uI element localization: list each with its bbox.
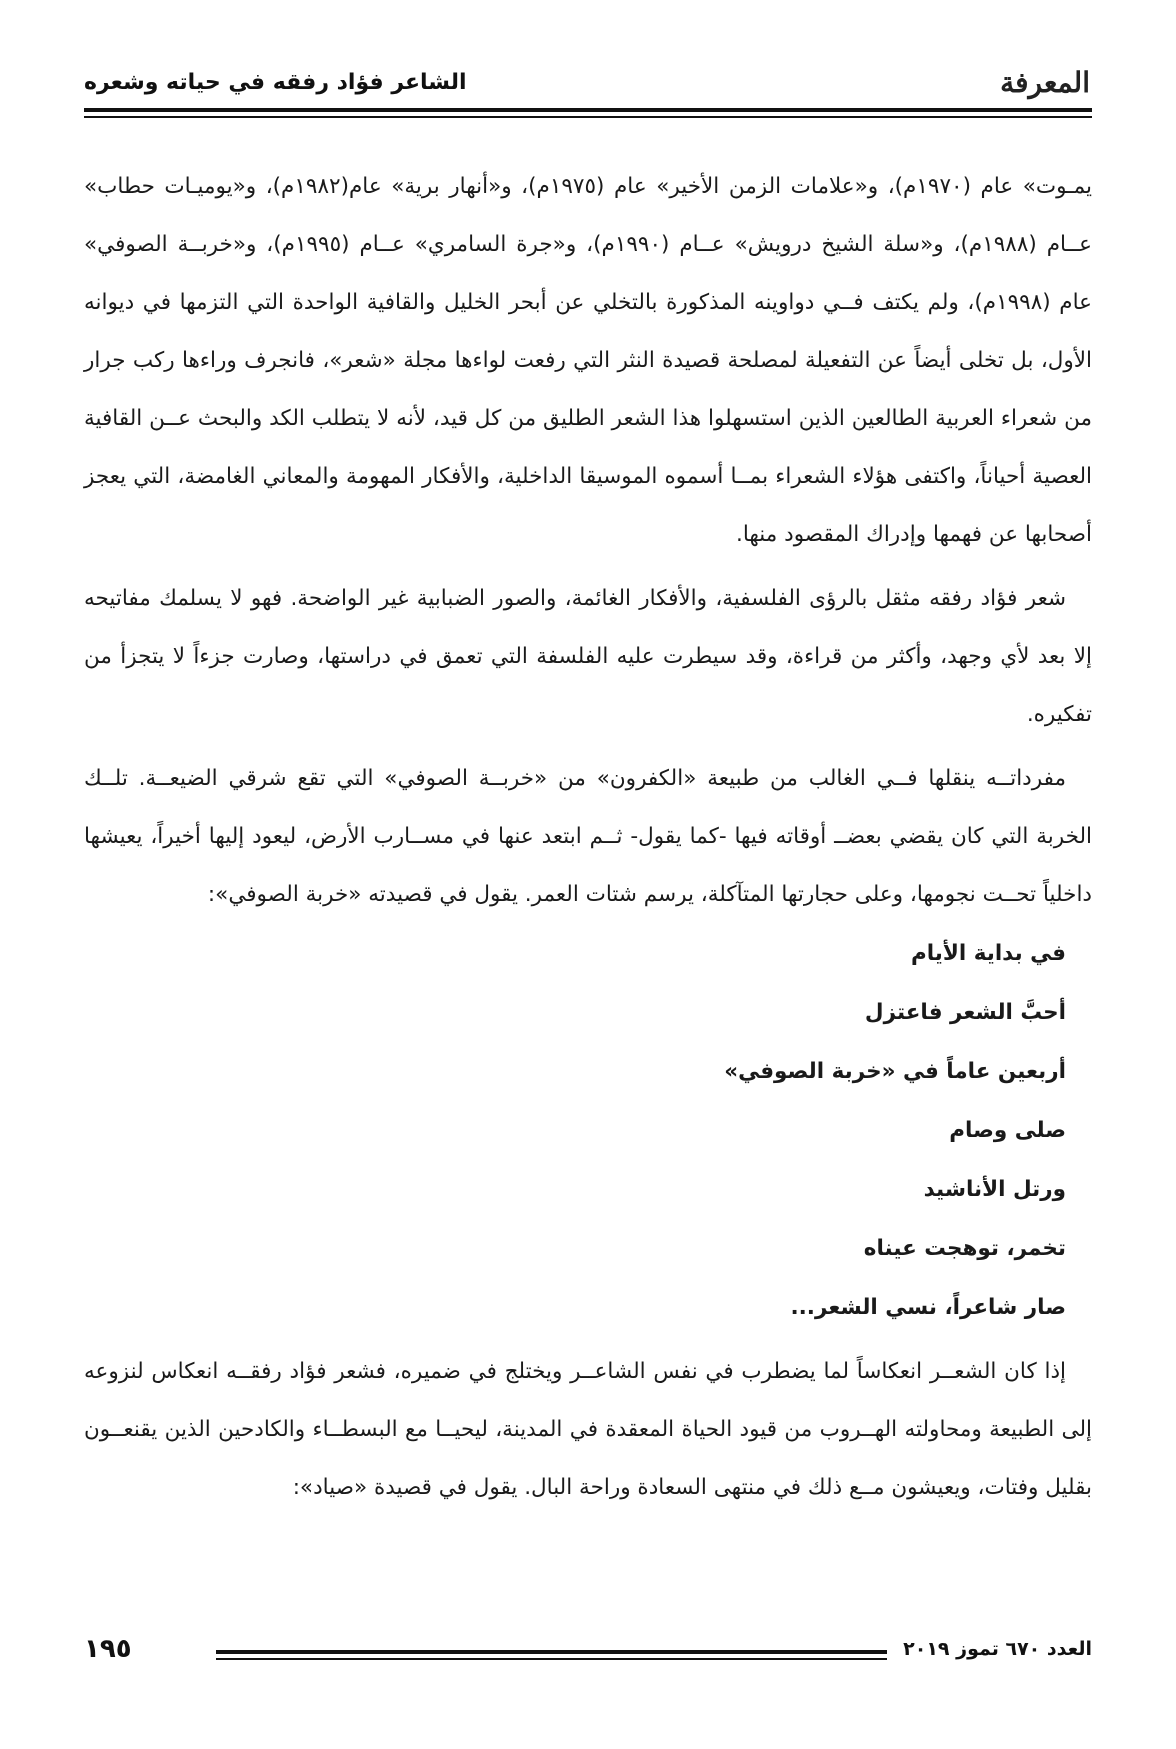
paragraph-philosophy: شعر فؤاد رفقه مثقل بالرؤى الفلسفية، والأفكار الغائمة، والصور الضبابية غير الواضحة. فهو لا يسلمك مفاتيحه إلا بعد لأي وجهد، وأكثر من قراءة، وقد سيطرت عليه الفلسفة التي تعمق في دراستها، وصارت جزءاً لا يتجزأ من تفكيره. bbox=[84, 586, 1092, 727]
poem-line: أحبَّ الشعر فاعتزل bbox=[864, 1000, 1066, 1025]
poem-line: ورتل الأناشيد bbox=[923, 1177, 1066, 1202]
footer-divider-thick bbox=[216, 1650, 887, 1654]
poem-line: أربعين عاماً في «خربة الصوفي» bbox=[724, 1059, 1066, 1084]
poem-line: تخمر، توهجت عيناه bbox=[863, 1236, 1066, 1261]
poem-line: في بداية الأيام bbox=[910, 941, 1066, 966]
poem-line: صار شاعراً، نسي الشعر... bbox=[790, 1295, 1066, 1320]
footer-divider-thin bbox=[216, 1658, 887, 1660]
magazine-logo: المعرفة bbox=[1000, 66, 1090, 99]
poem-line: صلى وصام bbox=[949, 1118, 1066, 1143]
poem-khirbat-al-sufi bbox=[84, 924, 1092, 1337]
page-footer bbox=[84, 1634, 1092, 1678]
header-divider-thin bbox=[84, 116, 1092, 118]
paragraph-nature: إذا كان الشعــر انعكاساً لما يضطرب في نفس الشاعــر ويختلج في ضميره، فشعر فؤاد رفقــه انعكاس لنزوعه إلى الطبيعة ومحاولته الهــروب من قيود الحياة المعقدة في المدينة، ليحيــا مع البسطــاء والكادحين الذين يقنعــون بقليل وفتات، ويعيشون مــع ذلك في منتهى السعادة وراحة البال. يقول في قصيدة «صياد»: bbox=[84, 1359, 1092, 1500]
paragraph-vocabulary: مفرداتــه ينقلها فــي الغالب من طبيعة «الكفرون» من «خربــة الصوفي» التي تقع شرقي الضيعــة. تلــك الخربة التي كان يقضي بعضــ أوقاته فيها -كما يقول- ثــم ابتعد عنها في مســارب الأرض، ليعود إليها أخيراً، يعيشها داخلياً تحــت نجومها، وعلى حجارتها المتآكلة، يرسم شتات العمر. يقول في قصيدته «خربة الصوفي»: bbox=[84, 766, 1092, 907]
header-divider-thick bbox=[84, 108, 1092, 112]
paragraph-collections: يمـوت» عام (١٩٧٠م)، و«علامات الزمن الأخير» عام (١٩٧٥م)، و«أنهار برية» عام(١٩٨٢م)، و«يوميـات حطاب» عــام (١٩٨٨م)، و«سلة الشيخ درويش» عــام (١٩٩٠م)، و«جرة السامري» عــام (١٩٩٥م)، و«خربــة الصوفي» عام (١٩٩٨م)، ولم يكتف فــي دواوينه المذكورة بالتخلي عن أبحر الخليل والقافية الواحدة التي التزمها في ديوانه الأول، بل تخلى أيضاً عن التفعيلة لمصلحة قصيدة النثر التي رفعت لواءها مجلة «شعر»، فانجرف وراءها ركب جرار من شعراء العربية الطالعين الذين استسهلوا هذا الشعر الطليق من كل قيد، لأنه لا يتطلب الكد والبحث عــن القافية العصية أحياناً، واكتفى هؤلاء الشعراء بمــا أسموه الموسيقا الداخلية، والأفكار المهومة والمعاني الغامضة، التي يعجز أصحابها عن فهمها وإدراك المقصود منها. bbox=[84, 174, 1093, 547]
page-header bbox=[84, 52, 1092, 108]
article-running-title: الشاعر فؤاد رفقه في حياته وشعره bbox=[84, 70, 467, 95]
issue-label: العدد ٦٧٠ تموز ٢٠١٩ bbox=[903, 1638, 1092, 1660]
article-body bbox=[84, 158, 1092, 1517]
page-number: ١٩٥ bbox=[84, 1634, 132, 1664]
